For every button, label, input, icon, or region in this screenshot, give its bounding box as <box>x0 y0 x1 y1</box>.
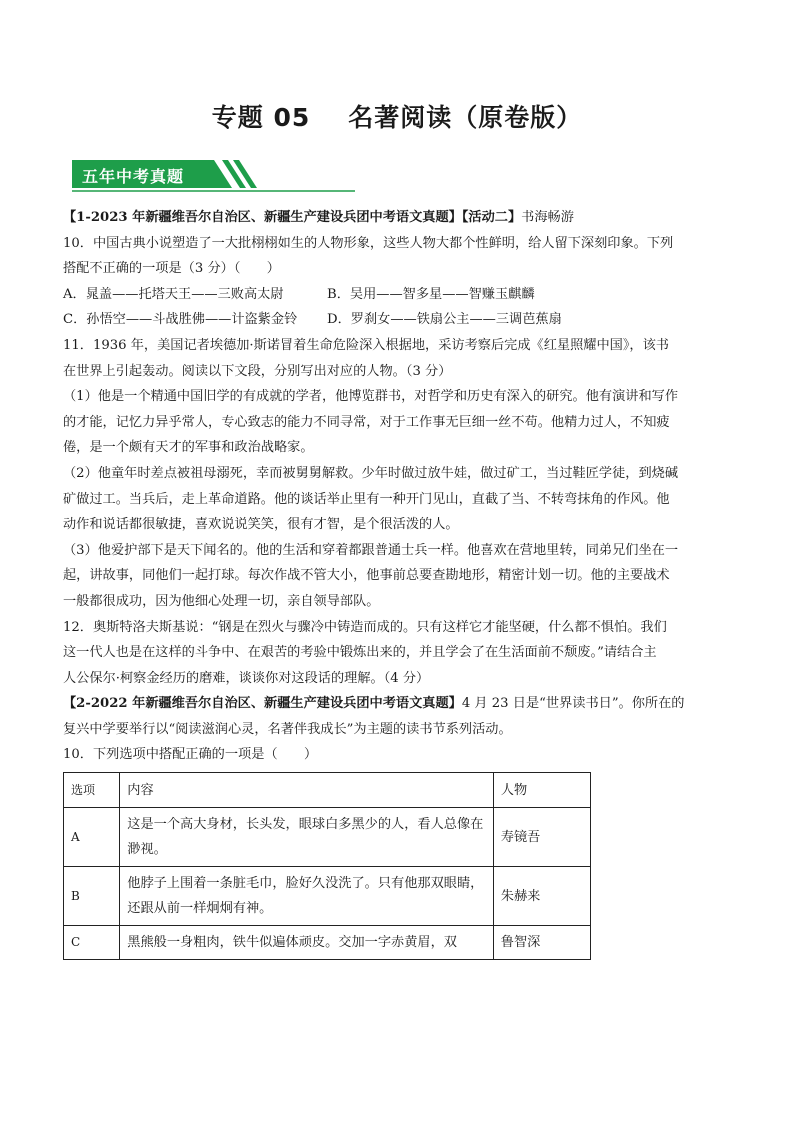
title-left: 专题 05 <box>211 103 311 132</box>
table-row <box>64 808 591 867</box>
option-a: A．晁盖——托塔天王——三败高太尉 <box>63 286 284 302</box>
q1-source-line <box>63 205 733 231</box>
table-row <box>64 926 591 960</box>
table-header-option: 选项 <box>64 773 120 808</box>
q1-source: 【1-2023 年新疆维吾尔自治区、新疆生产建设兵团中考语文真题】【活动二】 <box>63 210 522 225</box>
table-cell-content: 他脖子上围着一条脏毛巾，脸好久没洗了。只有他那双眼睛，还跟从前一样炯炯有神。 <box>120 867 494 926</box>
table-cell-option: A <box>64 808 120 867</box>
page-title <box>0 98 794 134</box>
title-right: 名著阅读（原卷版） <box>348 103 583 132</box>
q2-intro-1: 4 月 23 日是“世界读书日”。你所在的 <box>461 696 685 712</box>
q11-line-2: 在世界上引起轰动。阅读以下文段，分别写出对应的人物。（3 分） <box>63 363 452 379</box>
passage-3-line-3: 一般都很成功，因为他细心处理一切，亲自领导部队。 <box>63 593 380 609</box>
passage-1-line-1: （1）他是一个精通中国旧学的有成就的学者，他博览群书，对哲学和历史有深入的研究。他有演讲和写作 <box>63 389 679 405</box>
table-cell-option: C <box>64 926 120 960</box>
passage-2-line-3: 动作和说话都很敏捷，喜欢说说笑笑，很有才智，是个很活泼的人。 <box>63 517 459 533</box>
table-cell-content: 这是一个高大身材，长头发，眼球白多黑少的人，看人总像在渺视。 <box>120 808 494 867</box>
table-cell-person: 寿镜吾 <box>493 808 590 867</box>
option-c: C．孙悟空——斗战胜佛——计盗紫金铃 <box>63 312 298 328</box>
q11-line-1: 11．1936 年，美国记者埃德加·斯诺冒着生命危险深入根据地，采访考察后完成《红星照耀中国》，该书 <box>63 337 669 353</box>
table-cell-person: 朱赫来 <box>493 867 590 926</box>
passage-1-line-2: 的才能，记忆力异乎常人，专心致志的能力不同寻常，对于工作事无巨细一丝不苟。他精力过人，不知疲 <box>63 414 670 430</box>
q12-line-3: 人公保尔·柯察金经历的磨难，谈谈你对这段话的理解。（4 分） <box>63 670 430 686</box>
option-d: D．罗刹女——铁扇公主——三调芭蕉扇 <box>327 312 562 328</box>
passage-3-line-1: （3）他爱护部下是天下闻名的。他的生活和穿着都跟普通士兵一样。他喜欢在营地里转，同弟兄们坐在一 <box>63 542 679 558</box>
q10-line-1: 10．中国古典小说塑造了一大批栩栩如生的人物形象，这些人物大都个性鲜明，给人留下深刻印象。下列 <box>63 235 674 251</box>
table-row <box>64 867 591 926</box>
section-label: 五年中考真题 <box>82 167 185 186</box>
options-row-1 <box>63 282 733 308</box>
q1-activity: 书海畅游 <box>521 210 574 225</box>
section-banner <box>72 156 362 196</box>
table-cell-option: B <box>64 867 120 926</box>
option-b: B．吴用——智多星——智赚玉麒麟 <box>327 286 535 302</box>
passage-2-line-2: 矿做过工。当兵后，走上革命道路。他的谈话举止里有一种开门见山，直截了当、不转弯抹角的作风。他 <box>63 491 670 507</box>
table-header-content: 内容 <box>120 773 494 808</box>
options-row-2 <box>63 307 733 333</box>
q10-line-2: 搭配不正确的一项是（3 分）（ ） <box>63 261 280 277</box>
passage-3-line-2: 起，讲故事，同他们一起打球。每次作战不管大小，他事前总要查勘地形，精密计划一切。他的主要战术 <box>63 568 670 584</box>
options-table <box>63 772 591 960</box>
document-body <box>63 205 733 960</box>
q12-line-1: 12．奥斯特洛夫斯基说：“钢是在烈火与骤冷中铸造而成的。只有这样它才能坚硬，什么都不惧怕。我们 <box>63 619 667 635</box>
passage-2-line-1: （2）他童年时差点被祖母溺死，幸而被舅舅解救。少年时做过放牛娃，做过矿工，当过鞋匠学徒，到烧碱 <box>63 465 679 481</box>
q12-line-2: 这一代人也是在这样的斗争中、在艰苦的考验中锻炼出来的，并且学会了在生活面前不颓废。”请结合主 <box>63 645 657 661</box>
table-header-person: 人物 <box>493 773 590 808</box>
table-header-row <box>64 773 591 808</box>
passage-1-line-3: 倦，是一个颇有天才的军事和政治战略家。 <box>63 440 314 456</box>
table-cell-content: 黑熊般一身粗肉，铁牛似遍体顽皮。交加一字赤黄眉，双 <box>120 926 494 960</box>
table-cell-person: 鲁智深 <box>493 926 590 960</box>
q2-source: 【2-2022 年新疆维吾尔自治区、新疆生产建设兵团中考语文真题】 <box>63 696 462 712</box>
q2-source-line <box>63 691 733 717</box>
q2-intro-line-2: 复兴中学要举行以“阅读滋润心灵，名著伴我成长”为主题的读书节系列活动。 <box>63 721 512 737</box>
q2-q10: 10．下列选项中搭配正确的一项是（ ） <box>63 747 318 763</box>
